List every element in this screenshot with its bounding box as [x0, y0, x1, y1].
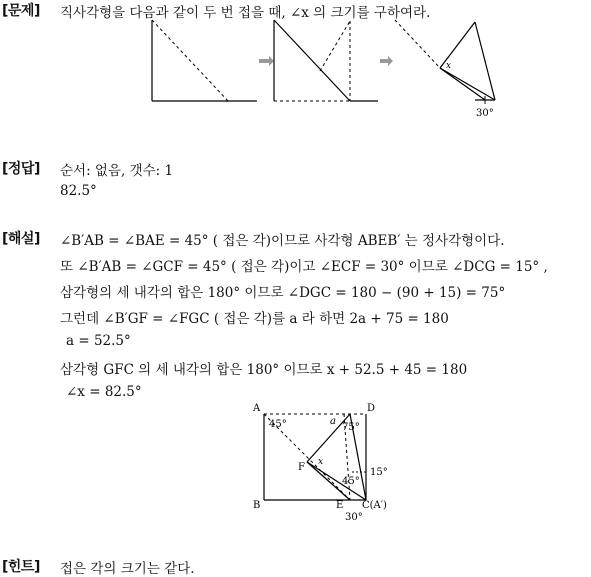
solution-line-5: a = 52.5° — [66, 333, 131, 349]
solution-figure-angle-30: 30° — [345, 512, 363, 523]
problem-tag: [문제] — [2, 3, 40, 19]
solution-line-3: 삼각형의 세 내각의 합은 180° 이므로 ∠DGC = 180 − (90 + 15) = 75° — [60, 285, 506, 301]
hint-text: 접은 각의 크기는 같다. — [60, 561, 195, 577]
solution-figure-label-A: A — [253, 403, 261, 414]
solution-figure-label-F: F — [298, 462, 305, 473]
solution-figure-label-D: D — [367, 403, 376, 414]
solution-figure-angle-75: 75° — [342, 422, 360, 433]
problem-figure-x-label: x — [446, 61, 452, 71]
answer-line-2: 82.5° — [60, 183, 97, 199]
solution-figure — [250, 400, 410, 525]
solution-figure-angle-45-bottom: 45° — [342, 476, 360, 487]
solution-line-7: ∠x = 82.5° — [66, 384, 142, 400]
solution-line-1: ∠B′AB = ∠BAE = 45° ( 접은 각)이므로 사각형 ABEB′ 는 정사각형이다. — [60, 233, 505, 249]
solution-figure-label-C: C(A′) — [362, 500, 387, 511]
problem-figure — [140, 18, 510, 118]
solution-line-4: 그런데 ∠B′GF = ∠FGC ( 접은 각)를 a 라 하면 2a + 75 = 180 — [60, 311, 449, 327]
answer-line-1: 순서: 없음, 갯수: 1 — [60, 163, 174, 179]
solution-line-2: 또 ∠B′AB = ∠GCF = 45° ( 접은 각)이고 ∠ECF = 30° 이므로 ∠DCG = 15° , — [60, 259, 548, 275]
problem-figure-angle-label: 30° — [476, 108, 494, 118]
solution-figure-angle-45-top: 45° — [269, 419, 287, 430]
solution-figure-label-E: E — [336, 500, 344, 511]
hint-tag: [힌트] — [2, 559, 40, 575]
problem-text: 직사각형을 다음과 같이 두 번 접을 때, ∠x 의 크기를 구하여라. — [60, 5, 431, 21]
answer-tag: [정답] — [2, 161, 40, 177]
solution-figure-angle-x: x — [318, 457, 324, 467]
solution-line-6: 삼각형 GFC 의 세 내각의 합은 180° 이므로 x + 52.5 + 45 = 180 — [60, 362, 468, 378]
solution-tag: [해설] — [2, 231, 40, 247]
solution-figure-angle-15: 15° — [370, 467, 388, 478]
solution-figure-label-B: B — [253, 500, 261, 511]
solution-figure-angle-a: a — [330, 416, 336, 427]
